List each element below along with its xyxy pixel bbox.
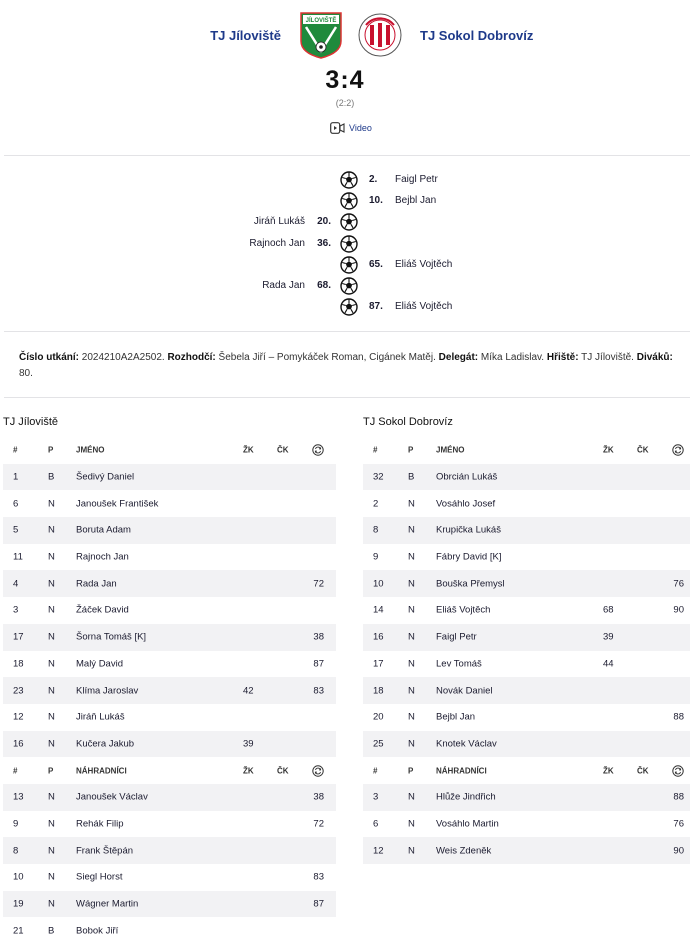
player-row[interactable] [363, 490, 690, 517]
player-position: N [408, 578, 415, 590]
col-substitution [312, 765, 324, 777]
player-position: N [408, 711, 415, 723]
player-position: N [48, 551, 55, 563]
player-name[interactable]: Rada Jan [76, 578, 117, 590]
col-position: P [408, 445, 414, 455]
player-name[interactable]: Vosáhlo Josef [436, 498, 496, 510]
delegate-label: Delegát: [438, 352, 479, 363]
substitution-icon [312, 765, 324, 777]
player-number: 1 [13, 471, 19, 483]
goal-scorer[interactable]: Eliáš Vojtěch [395, 301, 453, 313]
player-number: 8 [13, 845, 19, 857]
delegate: Míka Ladislav. [480, 352, 545, 363]
player-number: 23 [13, 685, 24, 697]
player-row[interactable] [363, 837, 690, 864]
player-row[interactable] [3, 917, 336, 939]
goal-minute: 68. [317, 280, 331, 291]
player-position: N [48, 871, 55, 883]
goal-scorer[interactable]: Jiráň Lukáš [253, 216, 305, 228]
player-position: N [48, 711, 55, 723]
yellow-card-minute: 42 [243, 685, 254, 697]
player-position: N [408, 604, 415, 616]
player-number: 11 [13, 551, 23, 563]
goal-event [0, 234, 690, 254]
col-position: P [408, 766, 414, 776]
col-name: NÁHRADNÍCI [76, 766, 127, 776]
player-name[interactable]: Janoušek František [76, 498, 159, 510]
yellow-card-minute: 39 [603, 631, 614, 643]
col-yellow-card: ŽK [243, 445, 254, 455]
col-red-card: ČK [637, 445, 649, 455]
roster-header-row [3, 757, 336, 784]
goal-scorer[interactable]: Rajnoch Jan [249, 237, 305, 249]
player-name[interactable]: Wágner Martin [76, 898, 139, 910]
col-name: NÁHRADNÍCI [436, 766, 487, 776]
player-position: N [408, 738, 415, 750]
player-row[interactable] [3, 624, 336, 651]
player-row[interactable] [3, 731, 336, 758]
player-number: 9 [373, 551, 379, 563]
player-row[interactable] [3, 517, 336, 544]
player-number: 4 [13, 578, 19, 590]
player-position: N [48, 685, 55, 697]
referee: Šebela Jiří – Pomykáček Roman, Cigánek Matěj. [218, 352, 436, 363]
match-number-label: Číslo utkání: [19, 352, 80, 363]
player-name[interactable]: Lev Tomáš [436, 658, 482, 670]
substitution-minute: 38 [313, 631, 324, 643]
goal-event [0, 191, 690, 211]
player-position: N [48, 791, 55, 803]
player-row[interactable] [363, 597, 690, 624]
player-number: 3 [373, 791, 379, 803]
player-number: 12 [13, 711, 24, 723]
player-number: 13 [13, 791, 24, 803]
player-position: B [48, 471, 55, 483]
player-position: N [408, 524, 415, 536]
player-position: N [408, 498, 415, 510]
player-position: N [408, 658, 415, 670]
player-row[interactable] [3, 864, 336, 891]
away-roster-table [363, 437, 690, 864]
player-number: 8 [373, 524, 379, 536]
divider [4, 397, 690, 398]
player-row[interactable] [3, 464, 336, 491]
player-name[interactable]: Šorna Tomáš [K] [76, 631, 147, 643]
col-position: P [48, 445, 54, 455]
player-row[interactable] [3, 597, 336, 624]
match-info [19, 350, 683, 382]
player-row[interactable] [3, 811, 336, 838]
spectators-label: Diváků: [636, 352, 673, 363]
roster-header-row [3, 437, 336, 464]
halftime-score: (2:2) [335, 98, 355, 108]
player-number: 12 [373, 845, 384, 857]
substitution-minute: 90 [673, 604, 684, 616]
col-number: # [373, 766, 378, 776]
player-name[interactable]: Obrcián Lukáš [436, 471, 498, 483]
player-number: 17 [373, 658, 384, 670]
player-row[interactable] [3, 677, 336, 704]
goal-minute: 65. [369, 258, 383, 270]
col-yellow-card: ŽK [243, 766, 254, 776]
player-number: 6 [373, 818, 379, 830]
player-row[interactable] [363, 731, 690, 758]
player-row[interactable] [363, 464, 690, 491]
player-name[interactable]: Janoušek Václav [76, 791, 148, 803]
player-name[interactable]: Eliáš Vojtěch [436, 604, 491, 616]
final-score: 3:4 [325, 66, 365, 94]
substitution-icon [672, 765, 684, 777]
substitution-minute: 76 [673, 818, 684, 830]
away-roster-title: TJ Sokol Dobrovíz [363, 416, 453, 428]
player-row[interactable] [3, 544, 336, 571]
svg-text:JÍLOVIŠTĚ: JÍLOVIŠTĚ [305, 18, 337, 24]
player-position: B [48, 925, 55, 937]
player-number: 10 [13, 871, 24, 883]
col-number: # [373, 445, 378, 455]
player-number: 18 [13, 658, 24, 670]
player-position: N [408, 818, 415, 830]
player-row[interactable] [363, 704, 690, 731]
video-link[interactable] [330, 122, 372, 134]
yellow-card-minute: 68 [603, 604, 614, 616]
goal-minute: 87. [369, 301, 383, 313]
substitution-minute: 90 [673, 845, 684, 857]
substitution-icon [672, 444, 684, 456]
player-position: N [48, 658, 55, 670]
goal-event [0, 170, 690, 190]
divider [4, 155, 690, 156]
goal-ball-icon [340, 235, 358, 253]
player-number: 16 [373, 631, 384, 643]
player-name[interactable]: Rehák Filip [76, 818, 124, 830]
substitution-minute: 76 [673, 578, 684, 590]
col-substitution [312, 444, 324, 456]
player-number: 14 [373, 604, 384, 616]
player-row[interactable] [363, 517, 690, 544]
player-number: 3 [13, 604, 19, 616]
home-team-name[interactable]: TJ Jíloviště [210, 28, 281, 43]
yellow-card-minute: 39 [243, 738, 254, 750]
goal-event [0, 276, 690, 296]
away-team-crest-icon[interactable] [357, 11, 403, 59]
player-position: N [48, 498, 55, 510]
col-number: # [13, 445, 18, 455]
player-row[interactable] [363, 677, 690, 704]
player-name[interactable]: Frank Štěpán [76, 845, 134, 857]
goal-minute: 20. [317, 216, 331, 228]
col-yellow-card: ŽK [603, 445, 614, 455]
player-name[interactable]: Vosáhlo Martin [436, 818, 499, 830]
player-row[interactable] [3, 837, 336, 864]
home-team-crest-icon[interactable] [298, 11, 344, 59]
video-label: Video [349, 123, 372, 133]
away-team-name[interactable]: TJ Sokol Dobrovíz [420, 28, 534, 43]
player-number: 25 [373, 738, 384, 750]
substitution-minute: 83 [313, 685, 324, 697]
match-header [0, 0, 690, 155]
player-name[interactable]: Krupička Lukáš [436, 524, 501, 536]
player-number: 10 [373, 578, 384, 590]
substitution-minute: 87 [313, 898, 324, 910]
goal-scorer[interactable]: Rada Jan [262, 280, 305, 291]
col-number: # [13, 766, 18, 776]
player-number: 18 [373, 685, 384, 697]
spectators: 80. [19, 368, 33, 379]
col-red-card: ČK [637, 766, 649, 776]
player-number: 32 [373, 471, 384, 483]
video-camera-icon [330, 122, 345, 134]
player-row[interactable] [3, 570, 336, 597]
goal-scorer[interactable]: Bejbl Jan [395, 195, 437, 207]
goal-ball-icon [340, 277, 358, 295]
player-name[interactable]: Klíma Jaroslav [76, 685, 139, 697]
player-position: N [408, 631, 415, 643]
player-name[interactable]: Weis Zdeněk [436, 845, 492, 857]
goal-ball-icon [340, 171, 358, 189]
player-name[interactable]: Fábry David [K] [436, 551, 502, 563]
substitution-minute: 87 [313, 658, 324, 670]
player-row[interactable] [3, 784, 336, 811]
player-name[interactable]: Faigl Petr [436, 631, 477, 643]
player-number: 6 [13, 498, 19, 510]
substitution-minute: 88 [673, 711, 684, 723]
substitution-minute: 88 [673, 791, 684, 803]
substitution-minute: 72 [313, 818, 324, 830]
player-name[interactable]: Šedivý Daniel [76, 471, 135, 483]
player-name[interactable]: Malý David [76, 658, 123, 670]
col-position: P [48, 766, 54, 776]
goal-event [0, 212, 690, 232]
player-number: 19 [13, 898, 24, 910]
goal-ball-icon [340, 192, 358, 210]
substitution-minute: 83 [313, 871, 324, 883]
player-row[interactable] [363, 570, 690, 597]
player-name[interactable]: Jiráň Lukáš [76, 711, 125, 723]
player-name[interactable]: Boruta Adam [76, 524, 131, 536]
player-position: N [48, 845, 55, 857]
referee-label: Rozhodčí: [167, 352, 216, 363]
goal-minute: 2. [369, 174, 378, 185]
player-row[interactable] [3, 490, 336, 517]
substitution-minute: 38 [313, 791, 324, 803]
player-row[interactable] [363, 811, 690, 838]
home-roster-table [3, 437, 336, 939]
player-row[interactable] [363, 651, 690, 678]
divider [4, 331, 690, 332]
player-name[interactable]: Knotek Václav [436, 738, 497, 750]
home-roster-title: TJ Jíloviště [3, 416, 59, 428]
player-position: N [408, 791, 415, 803]
player-position: N [408, 845, 415, 857]
roster-header-row [363, 437, 690, 464]
player-number: 20 [373, 711, 384, 723]
col-substitution [672, 765, 684, 777]
player-position: N [48, 898, 55, 910]
player-position: N [48, 578, 55, 590]
player-row[interactable] [3, 704, 336, 731]
player-name[interactable]: Kučera Jakub [76, 738, 135, 750]
player-position: N [408, 551, 415, 563]
col-substitution [672, 444, 684, 456]
player-row[interactable] [363, 544, 690, 571]
player-position: N [48, 524, 55, 536]
player-name[interactable]: Bobok Jiří [76, 925, 119, 937]
col-name: JMÉNO [436, 445, 465, 455]
pitch: TJ Jíloviště. [581, 352, 634, 363]
player-position: N [48, 631, 55, 643]
player-name[interactable]: Novák Daniel [436, 685, 493, 697]
player-number: 2 [373, 498, 379, 510]
pitch-label: Hřiště: [546, 352, 579, 363]
player-position: B [408, 471, 415, 483]
goal-ball-icon [340, 256, 358, 274]
goal-scorer[interactable]: Faigl Petr [395, 174, 438, 185]
player-number: 9 [13, 818, 19, 830]
substitution-icon [312, 444, 324, 456]
col-red-card: ČK [277, 766, 289, 776]
player-name[interactable]: Žáček David [76, 604, 129, 616]
player-position: N [48, 818, 55, 830]
goal-minute: 10. [369, 195, 383, 207]
goal-scorer[interactable]: Eliáš Vojtěch [395, 258, 453, 270]
player-name[interactable]: Siegl Horst [76, 871, 123, 883]
goal-event [0, 297, 690, 317]
match-number: 2024210A2A2502. [81, 352, 165, 363]
player-row[interactable] [3, 891, 336, 918]
player-name[interactable]: Rajnoch Jan [76, 551, 129, 563]
yellow-card-minute: 44 [603, 658, 614, 670]
goal-minute: 36. [317, 237, 331, 249]
col-red-card: ČK [277, 445, 289, 455]
player-position: N [408, 685, 415, 697]
player-row[interactable] [3, 651, 336, 678]
player-number: 17 [13, 631, 24, 643]
substitution-minute: 72 [313, 578, 324, 590]
player-name[interactable]: Bouška Přemysl [436, 578, 505, 590]
player-number: 16 [13, 738, 24, 750]
col-yellow-card: ŽK [603, 766, 614, 776]
goal-ball-icon [340, 213, 358, 231]
player-row[interactable] [363, 784, 690, 811]
col-name: JMÉNO [76, 445, 105, 455]
goal-event [0, 255, 690, 275]
goal-ball-icon [340, 298, 358, 316]
player-name[interactable]: Bejbl Jan [436, 711, 476, 723]
player-name[interactable]: Hlůže Jindřich [436, 791, 496, 803]
player-row[interactable] [363, 624, 690, 651]
player-position: N [48, 738, 55, 750]
roster-header-row [363, 757, 690, 784]
player-number: 21 [13, 925, 24, 937]
player-position: N [48, 604, 55, 616]
player-number: 5 [13, 524, 19, 536]
